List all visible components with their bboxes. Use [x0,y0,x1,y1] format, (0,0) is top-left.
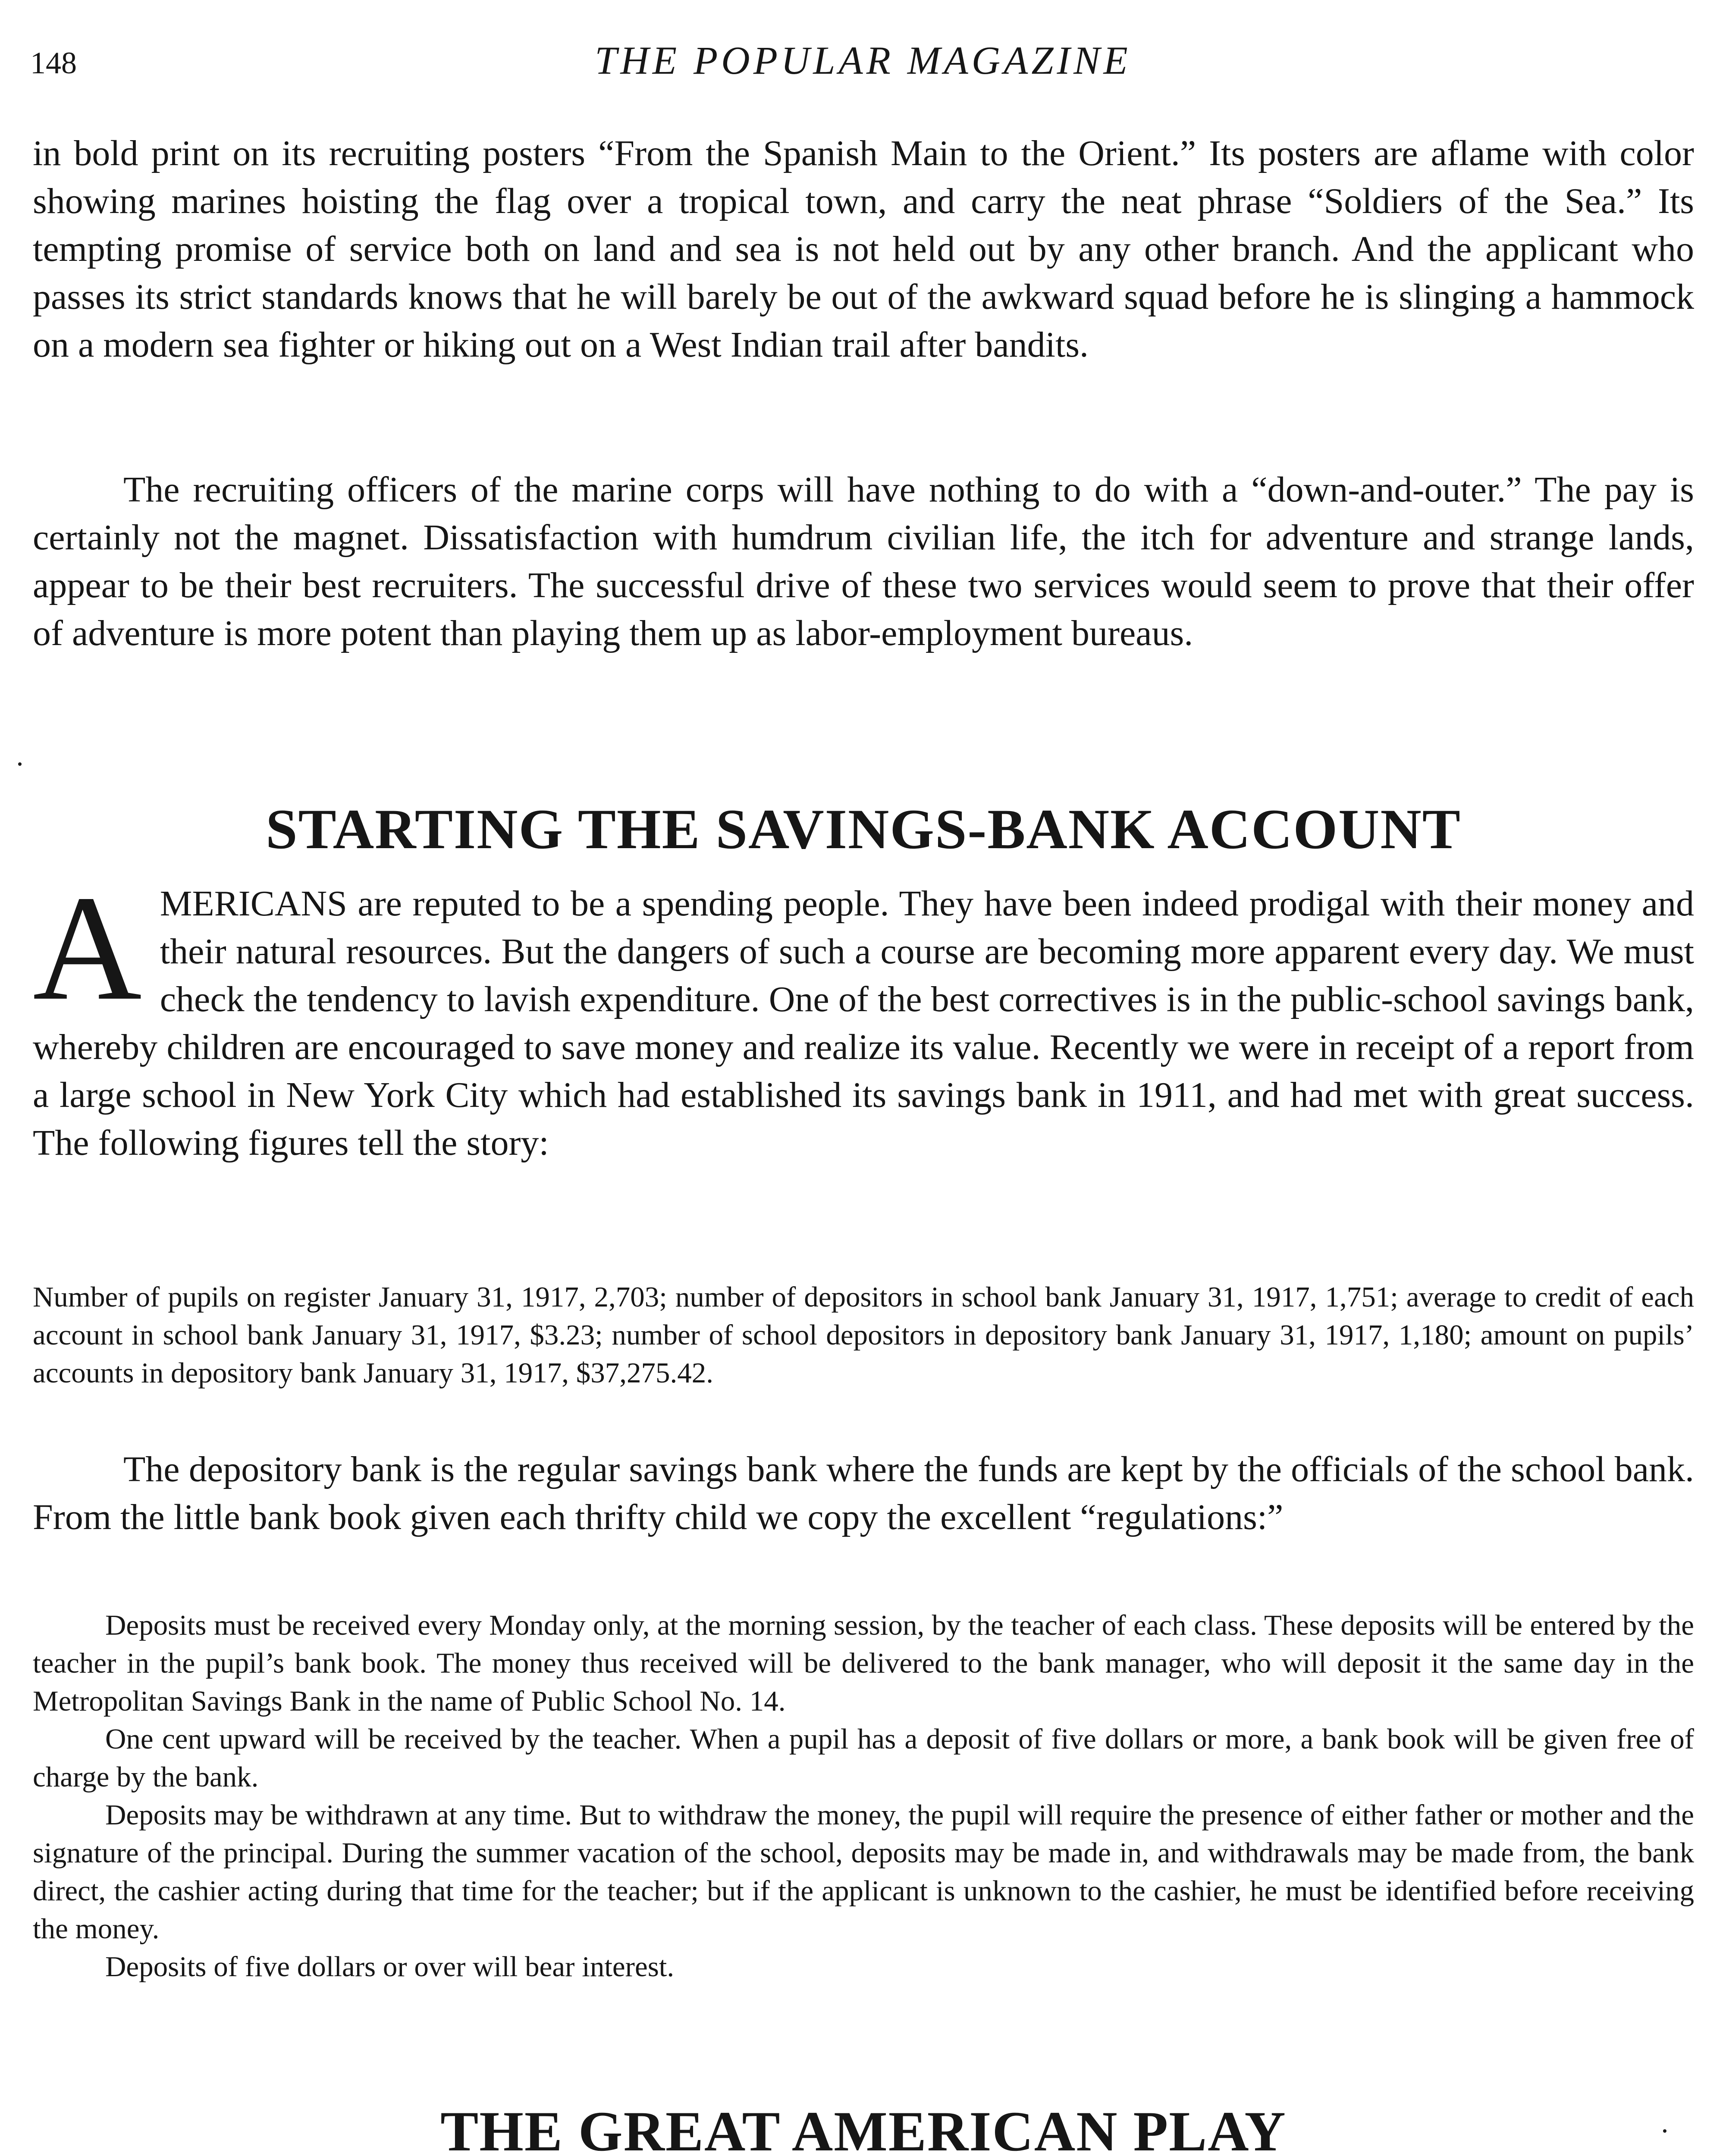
savings-body: The depository bank is the regular savings bank where the funds are kept by the officials of the school bank. From the little bank book given each thrifty child we copy the excellent “regulations:” [33,1449,1694,1537]
page-header [30,36,1696,92]
regulation-item: Deposits of five dollars or over will bear interest. [105,1951,675,1983]
print-speck [1663,2129,1666,2133]
savings-drop-cap: A [33,864,142,1031]
intro-paragraph-1: in bold print on its recruiting posters “From the Spanish Main to the Orient.” Its posters are aflame with color showing marines hoisting the flag over a tropical town, and carry the neat phrase “Soldiers of the Sea.” Its tempting promise of service both on land and sea is not held out by any other branch. And the applicant who passes its strict standards knows that he will barely be out of the awkward squad before he is slinging a hammock on a modern sea fighter or hiking out on a West Indian trail after bandits. [33,133,1694,365]
regulation-item: One cent upward will be received by the teacher. When a pupil has a deposit of five dollars or more, a bank book will be given free of charge by the bank. [33,1723,1694,1793]
page-number: 148 [30,46,77,80]
savings-regulations [33,1606,1694,1986]
savings-figures: Number of pupils on register January 31, 1917, 2,703; number of depositors in school bank January 31, 1917, 1,751; average to credit of each account in school bank January 31, 1917, $3.23; number of school depositors in depository bank January 31, 1917, 1,180; amount on pupils’ accounts in depository bank January 31, 1917, $37,275.42. [33,1281,1694,1389]
savings-opening-text: MERICANS are reputed to be a spending people. They have been indeed prodigal with their money and their natural resources. But the dangers of such a course are becoming more apparent every day. We must check the tendency to lavish expenditure. One of the best correctives is in the public-school savings bank, whereby children are encouraged to save money and realize its value. Recently we were in receipt of a report from a large school in New York City which had established its savings bank in 1911, and had met with great success. The following figures tell the story: [33,884,1694,1163]
running-head: THE POPULAR MAGAZINE [595,38,1131,82]
savings-article-opening [33,864,1694,1167]
intro-paragraph-2: The recruiting officers of the marine corps will have nothing to do with a “down-and-outer.” The pay is certainly not the magnet. Dissatisfaction with humdrum civilian life, the itch for adventure and strange lands, appear to be their best recruiters. The successful drive of these two services would seem to prove that their offer of adventure is more potent than playing them up as labor-employment bureaus. [33,470,1694,653]
regulation-item: Deposits must be received every Monday only, at the morning session, by the teacher of each class. These deposits will be entered by the teacher in the pupil’s bank book. The money thus received will be delivered to the bank manager, who will deposit it the same day in the Metropolitan Savings Bank in the name of Public School No. 14. [33,1609,1694,1717]
regulation-item: Deposits may be withdrawn at any time. But to withdraw the money, the pupil will require the presence of either father or mother and the signature of the principal. During the summer vacation of the school, deposits may be made in, and withdrawals may be made from, the bank direct, the cashier acting during that time for the teacher; but if the applicant is unknown to the cashier, he must be identified before receiving the money. [33,1799,1694,1945]
play-article-title: THE GREAT AMERICAN PLAY [440,2100,1287,2156]
savings-article-title: STARTING THE SAVINGS-BANK ACCOUNT [266,797,1461,861]
print-speck [18,762,22,766]
